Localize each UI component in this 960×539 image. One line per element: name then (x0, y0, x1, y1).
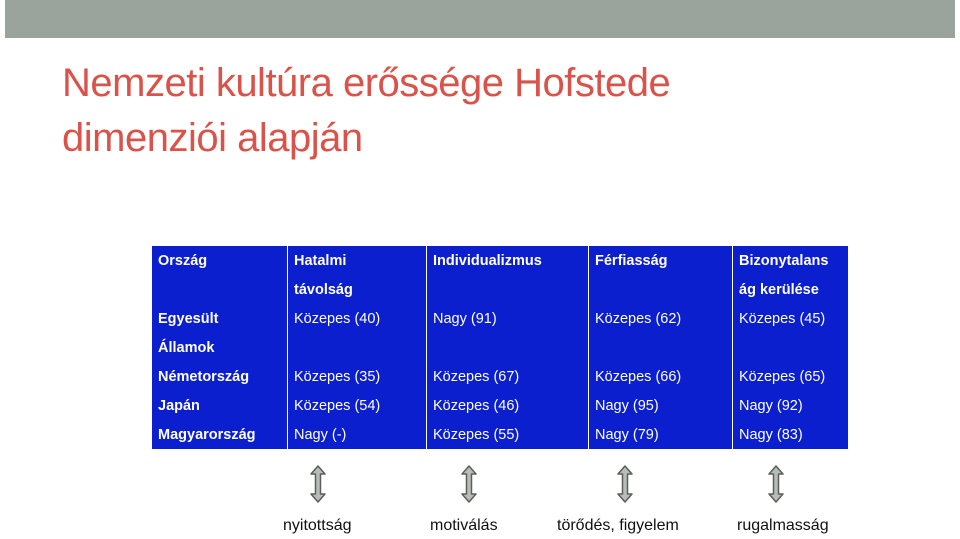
masculinity-cell: Közepes (66) (589, 362, 733, 391)
header-power-distance-cont: távolság (288, 275, 427, 304)
masculinity-cell: Közepes (62) (589, 304, 733, 333)
label-care-attention: törődés, figyelem (557, 517, 679, 534)
header-uncertainty-avoidance-cont: ág kerülése (733, 275, 849, 304)
label-flexibility: rugalmasság (737, 517, 829, 534)
uncertainty-avoidance-cell: Közepes (65) (733, 362, 849, 391)
table-row (152, 420, 849, 449)
header-country-cont (152, 275, 288, 304)
slide-title (62, 56, 670, 166)
header-masculinity-cont (589, 275, 733, 304)
header-row-cont (152, 275, 849, 304)
header-individualism: Individualizmus (427, 246, 589, 275)
individualism-cell: Közepes (46) (427, 391, 589, 420)
double-arrow-icon (310, 465, 326, 503)
uncertainty-avoidance-cell: Nagy (92) (733, 391, 849, 420)
individualism-cell: Közepes (67) (427, 362, 589, 391)
header-power-distance: Hatalmi (288, 246, 427, 275)
label-motivation: motiválás (430, 517, 498, 534)
empty-cell (733, 333, 849, 362)
uncertainty-avoidance-cell: Közepes (45) (733, 304, 849, 333)
uncertainty-avoidance-cell: Nagy (83) (733, 420, 849, 449)
masculinity-cell: Nagy (79) (589, 420, 733, 449)
header-masculinity: Férfiasság (589, 246, 733, 275)
label-openness: nyitottság (283, 517, 352, 534)
table-row (152, 362, 849, 391)
hofstede-table (151, 246, 849, 449)
table-row-cont (152, 333, 849, 362)
country-cell: Magyarország (152, 420, 288, 449)
individualism-cell: Közepes (55) (427, 420, 589, 449)
top-bar (5, 0, 955, 38)
power-distance-cell: Közepes (35) (288, 362, 427, 391)
header-row (152, 246, 849, 275)
power-distance-cell: Nagy (-) (288, 420, 427, 449)
empty-cell (288, 333, 427, 362)
power-distance-cell: Közepes (54) (288, 391, 427, 420)
header-uncertainty-avoidance: Bizonytalans (733, 246, 849, 275)
header-individualism-cont (427, 275, 589, 304)
country-cell: Japán (152, 391, 288, 420)
table-row (152, 391, 849, 420)
country-cell: Németország (152, 362, 288, 391)
empty-cell (589, 333, 733, 362)
individualism-cell: Nagy (91) (427, 304, 589, 333)
title-line-1: Nemzeti kultúra erőssége Hofstede (62, 61, 671, 105)
double-arrow-icon (768, 465, 784, 503)
masculinity-cell: Nagy (95) (589, 391, 733, 420)
country-cell-cont: Államok (152, 333, 288, 362)
country-cell: Egyesült (152, 304, 288, 333)
title-line-2: dimenziói alapján (62, 116, 363, 160)
double-arrow-icon (617, 465, 633, 503)
empty-cell (427, 333, 589, 362)
power-distance-cell: Közepes (40) (288, 304, 427, 333)
table-row (152, 304, 849, 333)
double-arrow-icon (461, 465, 477, 503)
header-country: Ország (152, 246, 288, 275)
